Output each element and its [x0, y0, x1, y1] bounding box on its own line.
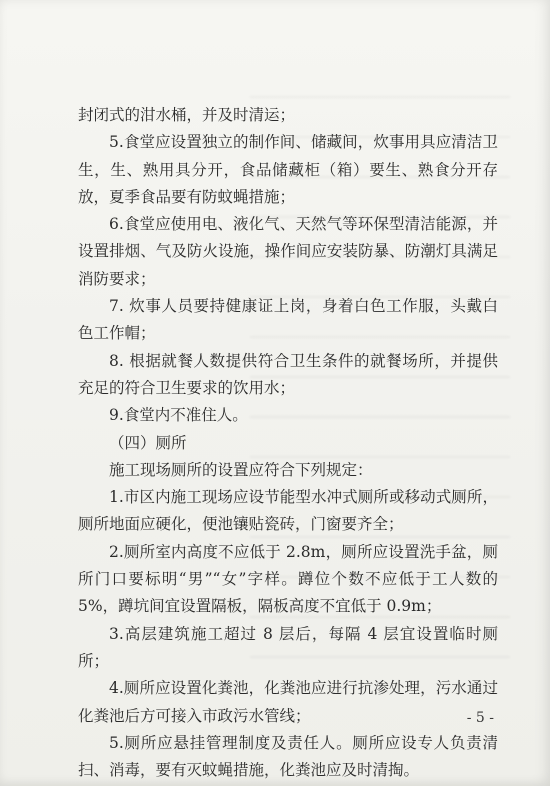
paragraph: 封闭式的泔水桶，并及时清运； [78, 106, 296, 124]
paragraph: 4.厕所应设置化粪池，化粪池应进行抗渗处理，污水通过化粪池后方可接入市政污水管线； [78, 679, 498, 725]
paragraph: 2.厕所室内高度不应低于 2.8m，厕所应设置洗手盆，厕所门口要标明“男”“女”字样。蹲位个数不应低于工人数的 5%，蹲坑间宜设置隔板，隔板高度不宜低于 0.9m； [78, 542, 498, 616]
page-number: - 5 - [466, 710, 494, 726]
paragraph: 5.食堂应设置独立的制作间、储藏间，炊事用具应清洁卫生，生、熟用具分开，食品储藏柜（箱）要生、熟食分开存放，夏季食品要有防蚊蝇措施； [78, 133, 498, 206]
paragraph: 7. 炊事人员要持健康证上岗，身着白色工作服，头戴白色工作帽； [78, 297, 498, 343]
document-body [78, 102, 498, 784]
paragraph: 8. 根据就餐人数提供符合卫生条件的就餐场所，并提供充足的符合卫生要求的饮用水； [78, 351, 498, 397]
paragraph: 1.市区内施工现场应设节能型水冲式厕所或移动式厕所，厕所地面应硬化，便池镶贴瓷砖，门窗要齐全； [78, 488, 498, 534]
paragraph: 3.高层建筑施工超过 8 层后，每隔 4 层宜设置临时厕所； [78, 624, 498, 670]
paragraph: 6.食堂应使用电、液化气、天然气等环保型清洁能源，并设置排烟、气及防火设施，操作间应安装防暴、防潮灯具满足消防要求； [78, 215, 498, 288]
section-heading: （四）厕所 [109, 433, 187, 452]
paragraph: 9.食堂内不准住人。 [109, 406, 248, 425]
paragraph: 施工现场厕所的设置应符合下列规定： [109, 460, 373, 479]
paragraph: 5.厕所应悬挂管理制度及责任人。厕所应设专人负责清扫、消毒，要有灭蚊蝇措施，化粪池应及时清掏。 [78, 733, 498, 780]
